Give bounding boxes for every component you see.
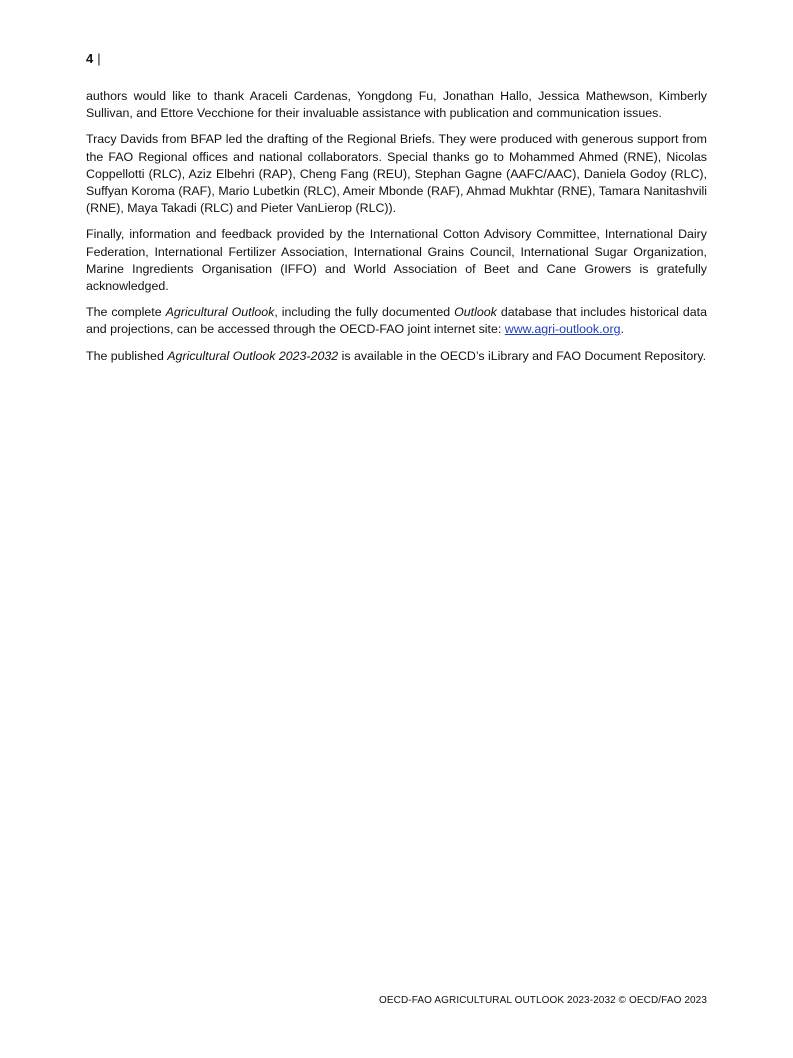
document-body (86, 88, 707, 374)
acknowledgement-paragraph-4 (86, 304, 707, 338)
italic-title: Agricultural Outlook 2023-2032 (167, 348, 339, 363)
acknowledgement-paragraph-1: authors would like to thank Araceli Cardenas, Yongdong Fu, Jonathan Hallo, Jessica Mathewson, Kimberly Sullivan, and Ettore Vecchione for their invaluable assistance with publication and communication issues. (86, 89, 707, 121)
page-footer: OECD-FAO AGRICULTURAL OUTLOOK 2023-2032 © OECD/FAO 2023 (379, 995, 707, 1006)
page-header (86, 51, 101, 67)
acknowledgement-paragraph-5 (86, 348, 707, 365)
acknowledgement-paragraph-2: Tracy Davids from BFAP led the drafting of the Regional Briefs. They were produced with generous support from the FAO Regional offices and national collaborators. Special thanks go to Mohammed Ahmed (RNE), Nicolas Coppellotti (RLC), Aziz Elbehri (RAP), Cheng Fang (REU), Stephan Gagne (AAFC/AAC), Daniela Godoy (RLC), Suffyan Koroma (RAF), Mario Lubetkin (RLC), Ameir Mbonde (RAF), Ahmad Mukhtar (RNE), Tamara Nanitashvili (RNE), Maya Takadi (RLC) and Pieter VanLierop (RLC)). (86, 132, 707, 216)
text-segment: The published (86, 348, 168, 363)
italic-title: Outlook (454, 305, 497, 320)
acknowledgement-paragraph-3: Finally, information and feedback provided by the International Cotton Advisory Committee, International Dairy Federation, International Fertilizer Association, International Grains Council, International Sugar Organization, Marine Ingredients Organisation (IFFO) and World Association of Beet and Cane Growers is gratefully acknowledged. (86, 227, 707, 294)
text-segment: . (620, 322, 624, 337)
italic-title: Agricultural Outlook (165, 305, 275, 320)
header-separator: | (97, 51, 101, 66)
text-segment: is available in the OECD’s iLibrary and FAO Document Repository. (338, 348, 707, 363)
text-segment: , including the fully documented (274, 305, 455, 320)
text-segment: The complete (86, 305, 166, 320)
text-segment: database that includes historical data and projections, can be accessed through the OECD-FAO joint internet site: (86, 305, 707, 337)
agri-outlook-link[interactable]: www.agri-outlook.org (504, 322, 621, 337)
page-number: 4 (86, 51, 94, 66)
